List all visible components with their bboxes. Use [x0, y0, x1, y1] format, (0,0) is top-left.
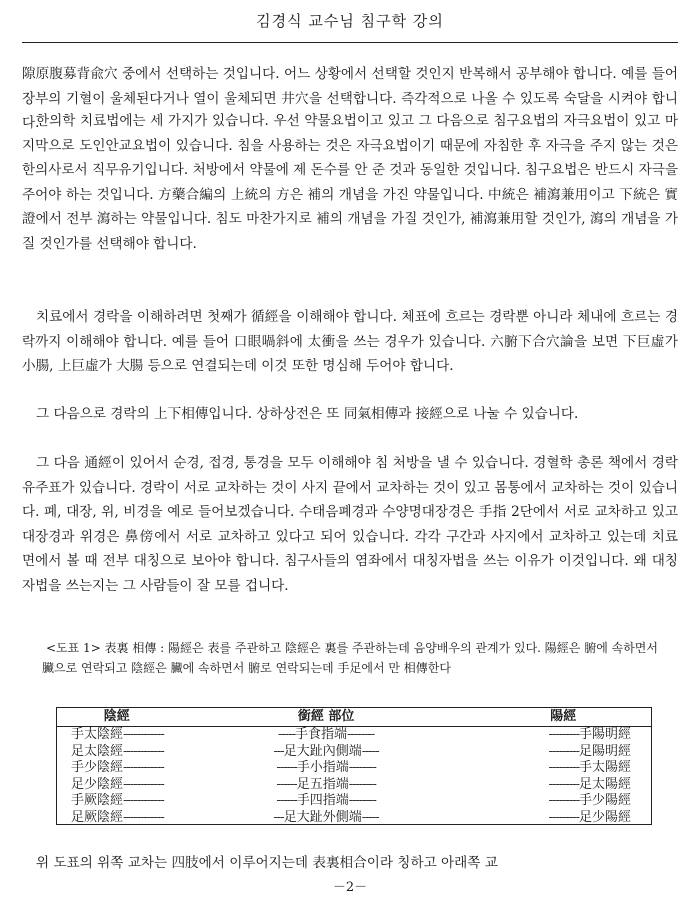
junction-cell: 足大趾外側端: [283, 809, 362, 825]
header-yin-meridian: 陰經: [103, 709, 130, 724]
header-rule: [22, 42, 678, 43]
header-junction-site: 銜經 部位: [297, 709, 355, 724]
paragraph-4: 그 다음으로 경락의 上下相傳입니다. 상하상전은 또 同氣相傳과 接經으로 나눌 수 있습니다.: [36, 406, 579, 422]
table-row: 手太陰經------------ -----手食指端-------- ---------手陽明經: [71, 727, 631, 742]
yin-meridian-cell: 足厥陰經: [71, 809, 124, 825]
yin-meridian-cell: 手厥陰經: [71, 793, 124, 808]
paragraph-1: 隙原腹募背兪穴 중에서 선택하는 것입니다. 어느 상황에서 선택할 것인지 반복해서 공부해야 합니다. 예를 들어 장부의 기혈이 울체된다거나 열이 울체되면 井穴을 선택합니다. 즉각적으로 나올 수 있도록 숙달을 시켜야 합니다.: [22, 66, 678, 131]
yang-meridian-cell: 手陽明經: [578, 727, 631, 742]
yang-meridian-cell: 手少陽經: [578, 793, 631, 808]
yin-meridian-cell: 足少陰經: [71, 776, 124, 792]
table-row: 足太陰經------------ ---足大趾內側端----- ---------足陽明經: [71, 743, 631, 759]
table-row: 足少陰經------------ ------足五指端-------- ---------足太陽經: [71, 776, 631, 792]
junction-cell: 手四指端: [296, 793, 349, 808]
paragraph-3: 치료에서 경락을 이해하려면 첫째가 循經을 이해해야 합니다. 체표에 흐르는 경락뿐 아니라 체내에 흐르는 경락까지 이해해야 합니다. 예를 들어 口眼喎斜에 太衝을 쓰는 경우가 있습니다. 六腑下合穴論을 보면 下巨虛가 小腸, 上巨虛가 大腸 등으로 연결되는데 이것 또한 명심해 두어야 합니다.: [22, 309, 678, 374]
table-caption-note: <도표 1> 表裏 相傳 : 陽經은 表를 주관하고 陰經은 裏를 주관하는데 음양배우의 관계가 있다. 陽經은 腑에 속하면서 臟으로 연락되고 陰經은 臟에 속하면서 腑로 연락되는데 手足에서 만 相傳한다: [42, 641, 658, 675]
yin-meridian-cell: 手太陰經: [71, 727, 124, 742]
table-row: 手厥陰經------------ ------手四指端-------- ---------手少陽經: [71, 793, 631, 808]
yang-meridian-cell: 足陽明經: [578, 743, 631, 759]
yin-meridian-cell: 手少陰經: [71, 760, 124, 775]
yang-meridian-cell: 足少陽經: [578, 809, 631, 825]
table-row: 足厥陰經------------ ---足大趾外側端----- ---------足少陽經: [71, 809, 631, 825]
yin-meridian-cell: 足太陰經: [71, 743, 124, 759]
meridian-table: [56, 707, 652, 825]
table-row: 手少陰經------------ ------手小指端-------- ---------手太陽經: [71, 760, 631, 775]
closing-paragraph: 위 도표의 위쪽 교차는 四肢에서 이루어지는데 表裏相合이라 칭하고 아래쪽 교: [36, 855, 498, 871]
junction-cell: 足五指端: [296, 776, 349, 792]
page-header-title: 김경식 교수님 침구학 강의: [256, 12, 444, 30]
paragraph-2: 한의학 치료법에는 세 가지가 있습니다. 우선 약물요법이고 있고 그 다음으로 침구요법의 자극요법이 있고 마지막으로 도인안교요법이 있습니다. 침을 사용하는 것은 자극요법이기 때문에 자침한 후 자극을 주지 않는 것은 한의사로서 직무유기입니다. 처방에서 약물에 제 돈수를 안 준 것과 동일한 것입니다. 침구요법은 반드시 자극을 주어야 하는 것입니다. 方藥合編의 上統의 方은 補의 개념을 가진 약물입니다. 中統은 補瀉兼用이고 下統은 實證에서 전부 瀉하는 약물입니다. 침도 마찬가지로 補의 개념을 가질 것인가, 補瀉兼用할 것인가, 瀉의 개념을 가질 것인가를 선택해야 합니다.: [22, 113, 678, 252]
paragraph-5: 그 다음 通經이 있어서 순경, 접경, 통경을 모두 이해해야 침 처방을 낼 수 있습니다. 경혈학 총론 책에서 경락유주표가 있습니다. 경락이 서로 교차하는 것이 사지 끝에서 교차하는 것이 있고 몸통에서 교차하는 것이 있습니다. 폐, 대장, 위, 비경을 예로 들어보겠습니다. 수태음폐경과 수양명대장경은 手指 2단에서 서로 교차하고 있고 대장경과 위경은 鼻傍에서 서로 교차하고 있다고 되어 있습니다. 각각 구간과 사지에서 교차하고 있는데 치료 면에서 볼 때 전부 대칭으로 보아야 합니다. 침구사들의 염좌에서 대칭자법을 쓰는 이유가 이것입니다. 왜 대칭자법을 쓰는지는 그 사람들이 잘 모를 겁니다.: [22, 455, 678, 594]
yang-meridian-cell: 手太陽經: [578, 760, 631, 775]
table-header-row: [57, 708, 651, 727]
junction-cell: 手小指端: [296, 760, 349, 775]
junction-cell: 足大趾內側端: [283, 743, 362, 759]
header-yang-meridian: 陽經: [550, 709, 577, 724]
page-number: －2－: [332, 880, 368, 895]
junction-cell: 手食指端: [294, 727, 347, 742]
yang-meridian-cell: 足太陽經: [578, 776, 631, 792]
